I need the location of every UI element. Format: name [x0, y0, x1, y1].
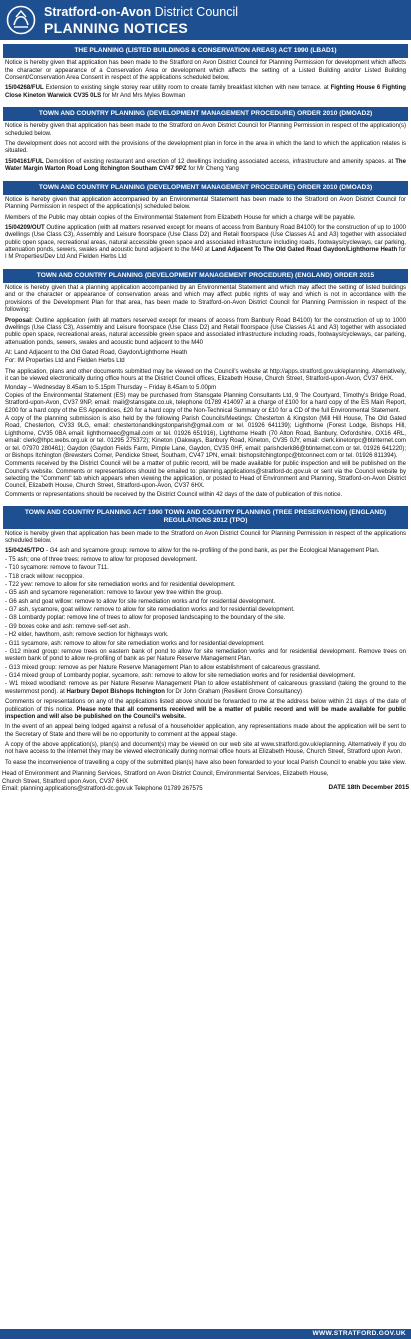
notice-paragraph — [5, 557, 406, 564]
notice-paragraph — [5, 681, 406, 696]
page-title: PLANNING NOTICES — [44, 20, 189, 36]
paragraph-text: The application, plans and other documents submitted may be viewed on the Council's website at http://apps.stratford.gov.uk/eplanning. Alternatively, it can be viewed electronically during office hours at the District Council offices, Elizabeth House, Church Street, Stratford-upon-Avon, CV37 6HX. — [5, 368, 406, 383]
notice-paragraph — [5, 624, 406, 631]
section-heading: TOWN AND COUNTRY PLANNING ACT 1990 TOWN AND COUNTRY PLANNING (TREE PRESERVATION) (ENGLAND) REGULATIONS 2012 (TPO) — [3, 506, 408, 528]
paragraph-text: - G13 mixed group: remove as per Nature Reserve Management Plan to allow establishment of calcareous grassland. — [5, 664, 321, 671]
paragraph-text: At: Land Adjacent to the Old Gated Road, Gaydon/Lighthorne Heath — [5, 350, 188, 357]
paragraph-text: - T22 yew: remove to allow for site remediation works and for residential development. — [5, 581, 236, 588]
notice-paragraph — [5, 285, 406, 315]
paragraph-text: - G12 mixed group: remove trees on eastern bank of pond to allow for site remediation works and for residential development. Remove trees on western bank of pond to allow re-profiling of bank as per Nature Reserve Management Plan. — [5, 648, 406, 663]
site-address: Fighting House 6 Fighting Close Kineton Warwick CV35 0LS — [5, 85, 406, 99]
notice-paragraph — [5, 699, 406, 721]
notice-paragraph — [5, 649, 406, 664]
notice-paragraph — [5, 416, 406, 460]
paragraph-text: Copies of the Environmental Statement (ES) may be purchased from Stansgate Planning Consultants Ltd, 9 The Courtyard, Timothy's Bridge Road, Stratford-upon-Avon, CV37 9NP, email: mail@stansgate.co.uk, telephone 01789 414097 at a charge of £100 for a hard copy of the ES Main Report, £200 for a hard copy of the ES Appendices, £20 for a hard copy of the Non-Technical Summary or £10 for a CD of the full Environmental Statement. — [5, 392, 406, 414]
site-address: Please note that all comments received will be a matter of public record and will be made available for public inspection and will also be published on the Council's website. — [5, 706, 406, 720]
notice-paragraph — [5, 358, 406, 365]
paragraph-text: - G7 ash, sycamore, goat willow: remove to allow for site remediation works and for residential development. — [5, 607, 295, 614]
notice-paragraph — [5, 590, 406, 597]
paragraph-text: Notice is hereby given that application has been made to the Stratford on Avon District Council for Planning Permission in respect of the application(s) scheduled below. — [5, 123, 406, 137]
notice-paragraph — [5, 548, 406, 555]
application-reference: 15/04209/OUT — [5, 224, 45, 231]
notice-paragraph — [5, 599, 406, 606]
council-name — [44, 5, 238, 19]
paragraph-text: - T18 crack willow: recoppice. — [5, 573, 85, 580]
masthead — [0, 0, 411, 40]
paragraph-text: Notice is hereby given that a planning application accompanied by an Environmental Statement and which may affect the setting of listed buildings and or the character or appearance of conservation areas and which may affect public rights of way and which is not in accordance with the provisions of the Development Plan for that area, has been made to Stratford-on-Avon District Council for Planning Permission in respect of the following: — [5, 285, 406, 314]
website-link[interactable]: WWW.STRATFORD.GOV.UK — [312, 1330, 406, 1337]
paragraph-text: - G4 ash and sycamore group: remove to allow for the re-profiling of the pond bank, as per the Ecological Management Plan. — [44, 548, 380, 555]
notice-paragraph — [5, 225, 406, 262]
notice-paragraph — [5, 641, 406, 648]
paragraph-text: - T5 ash; one of three trees: remove to allow for proposed development. — [5, 556, 198, 563]
paragraph-text: For: IM Properties Ltd and Fielden Herbs Ltd — [5, 358, 125, 365]
paragraph-text: Extension to existing single storey rear utility room to create family breakfast kitchen with new terrace. at — [43, 85, 331, 92]
section-heading: THE PLANNING (LISTED BUILDINGS & CONSERVATION AREAS) ACT 1990 (LBAD1) — [3, 44, 408, 58]
paragraph-text: - G5 ash and sycamore regeneration: remove to favour yew tree within the group. — [5, 590, 223, 597]
section-body — [3, 529, 408, 772]
applicant-text: for Mr Cheng Yang — [186, 166, 239, 173]
application-reference: Proposal: — [5, 317, 33, 324]
section-heading: TOWN AND COUNTRY PLANNING (DEVELOPMENT MANAGEMENT PROCEDURE) ORDER 2010 (DMOAD2) — [3, 107, 408, 121]
paragraph-text: - G6 ash and goat willow: remove to allow for site remediation works and for residential development. — [5, 598, 276, 605]
contact-footer — [0, 771, 411, 793]
council-name-bold: Stratford-on-Avon — [44, 5, 152, 19]
applicant-text: for Dr John Graham (Resilient Grove Consultancy) — [164, 688, 303, 695]
notice-paragraph — [5, 318, 406, 348]
paragraph-text: A copy of the above application(s), plan(s) and document(s) may be viewed on our web site at www.stratford.gov.uk/eplanning. Alternatively if you do not have access to the internet they may be viewed electronically during normal office hours at Elizabeth House, Church Street, Stratford upon Avon. — [5, 742, 406, 756]
applicant-text: for Mr And Mrs Myles Bowman — [101, 92, 186, 99]
paragraph-text: Comments or representations on any of the applications listed above should be forwarded to me at the address below within 21 days of the date of publication of this notice. — [5, 699, 406, 713]
section-body — [3, 58, 408, 104]
notices-list — [0, 40, 411, 771]
paragraph-text: - T10 sycamore: remove to favour T11. — [5, 565, 109, 572]
footer-line: Email: planning.applications@stratford-dc.gov.uk Telephone 01789 267575 — [2, 785, 203, 792]
paragraph-text: Members of the Public may obtain copies of the Environmental Statement from Elizabeth House for which a charge will be payable. — [5, 214, 356, 221]
application-reference: 15/04161/FUL — [5, 158, 44, 165]
notice-paragraph — [5, 197, 406, 212]
site-address: Land Adjacent To The Old Gated Road Gaydon/Lighthorne Heath — [211, 247, 398, 254]
application-reference: 15/04268/FUL — [5, 85, 44, 92]
paragraph-text: Outline application (with all matters reserved except for means of access from Banbury Road B4100) for the construction of up to 1000 dwellings (Use Class C3), Assembly and Leisure floorspace (Use Class D2) and Retail floorspace (Use Classes A1 and A3) together with associated public open space, recreational areas, natural accessible green space and associated infrastructure including roads, footways/cycleways, car parking, attenuation ponds, sewers, swales and acoustic bund adjacent to the M40 at — [5, 224, 406, 254]
paragraph-text: - W1 mixed woodland: remove as per Nature Reserve Management Plan to allow establishment of calcareous grassland (taking the ground to the westernmost pond). at — [5, 681, 406, 695]
section-heading: TOWN AND COUNTRY PLANNING (DEVELOPMENT MANAGEMENT PROCEDURE) (ENGLAND) ORDER 2015 — [3, 269, 408, 283]
paragraph-text: Demolition of existing restaurant and erection of 12 dwellings including associated access, infrastructure and amenity spaces. at — [43, 158, 396, 165]
notice-paragraph — [5, 461, 406, 491]
notice-paragraph — [5, 615, 406, 622]
notice-paragraph — [5, 607, 406, 614]
notice-paragraph — [5, 574, 406, 581]
paragraph-text: - H2 elder, hawthorn, ash: remove section for highways work. — [5, 632, 169, 639]
council-crest-icon — [6, 5, 36, 35]
paragraph-text: Notice is hereby given that application has been made to the Stratford on Avon District Council for Planning Permission in respect of the applications scheduled below. — [5, 530, 406, 545]
site-address: Harbury Depot Bishops Itchington — [66, 688, 165, 695]
paragraph-text: Comments or representations should be received by the District Council within 42 days of the date of publication of this notice. — [5, 491, 343, 498]
notice-paragraph — [5, 565, 406, 572]
notice-paragraph — [5, 385, 406, 392]
notice-paragraph — [5, 724, 406, 739]
notice-paragraph — [5, 123, 406, 138]
notice-paragraph — [5, 60, 406, 82]
notice-date: DATE 18th December 2015 — [328, 784, 409, 792]
website-bar — [0, 1329, 411, 1339]
paragraph-text: - G8 Lombardy poplar: remove line of trees to allow for proposed landscaping to the boundary of the site. — [5, 615, 286, 622]
section-body — [3, 283, 408, 503]
paragraph-text: In the event of an appeal being lodged against a refusal of a householder application, any representations made about the application will be sent to the Secretary of State and there will be no opportunity to comment at the appeal stage. — [5, 724, 406, 738]
footer-line: Church Street, Stratford upon Avon, CV37 6HX — [2, 778, 128, 785]
notice-paragraph — [5, 531, 406, 546]
section-heading: TOWN AND COUNTRY PLANNING (DEVELOPMENT MANAGEMENT PROCEDURE) ORDER 2010 (DMOAD3) — [3, 181, 408, 195]
paragraph-text: Monday – Wednesday 8.45am to 5.15pm Thursday – Friday 8.45am to 5.00pm — [5, 384, 217, 391]
paragraph-text: Notice is hereby given that application accompanied by an Environmental Statement has been made to the Stratford on Avon District Council for Planning Permission in respect of the application(s) scheduled below. — [5, 196, 406, 211]
section-body — [3, 195, 408, 266]
notice-paragraph — [5, 673, 406, 680]
notice-paragraph — [5, 632, 406, 639]
notice-paragraph — [5, 742, 406, 757]
applicant-text: for I M Properties/Dev Ltd And Fielden Herbs Ltd — [5, 247, 406, 261]
notice-paragraph — [5, 582, 406, 589]
paragraph-text: - G9 boxes coke and ash: remove self-set ash. — [5, 623, 131, 630]
notice-paragraph — [5, 492, 406, 499]
site-address: The Water Margin Warton Road Long Itchington Southam CV47 9PZ — [5, 158, 406, 173]
application-reference: 15/04245/TPO — [5, 548, 45, 555]
notice-paragraph — [5, 369, 406, 384]
paragraph-text: A copy of the planning submission is also held by the following Parish Councils/Meetings: Chesterton & Kingston (Mill Hill House, The Old Gated Road, Chesterton, CV33 9LG, email: chestertonandkingstonparish@gmail.com or tel. 01926 641139); Lighthorne (Forest Lodge, Bishops Hill, Lighthorne, CV35 0BA email: lighthorneec@gmail.com or tel. 01926 651916), Lighthorne Heath (70 Alton Road, Banbury, Oxfordshire, OX16 4RL, email: clerk@lhpc.webs.org.uk or tel. 01295 275372); Kineton (Oakways, Banbury Road, Kineton, CV35 0JY, email: clerk.kinetonpc@btinternet.com or tel. 07970 280461); Gaydon (Gaydon Fields Farm, Pimple Lane, Gaydon, CV35 0HF, email: parishclerk86@btinternet.com or tel. 01926 641220); or Bishops Itchington (Brewsters Corner, Pendicke Street, Southam, CV47 1PN, email: bishopsitchingtonpc@btconnect.com or tel. 01926 811394). — [5, 416, 406, 459]
paragraph-text: Notice is hereby given that application has been made to the Stratford on Avon District Council for Planning Permission for development which affects the character or appearance of a Conservation Area or development which affects the setting of a Listed Building and/or Listed Building Consent/Conservation Area Consent in respect of the applications scheduled below. — [5, 60, 406, 81]
notice-paragraph — [5, 350, 406, 357]
notice-paragraph — [5, 393, 406, 415]
notice-paragraph — [5, 760, 406, 767]
notice-paragraph — [5, 159, 406, 174]
paragraph-text: Comments received by the District Council will be a matter of public record, will be made available for public inspection and will be published on the Council's website. Comments or representations should be emailed to: planning.applications@stratford-dc.gov.uk or sent via the Council website by selecting the "Comment" tab which appears when viewing the application, or posted to Head of Environment and Planning, Stratford-on-Avon District Council, Elizabeth House, Church Street, Stratford-upon-Avon, CV37 6HX. — [5, 461, 406, 490]
section-body — [3, 121, 408, 177]
paragraph-text: Outline application (with all matters reserved except for means of access from Banbury Road B4100) for the construction of up to 1000 dwellings (Use Class C3), Assembly and Leisure floorspace (Use Class D2) and Retail floorspace (Use Classes A1 and A3) together with associated public open space, recreational areas, natural accessible green space and associated infrastructure including roads, footways/cycleways, car parking, attenuation ponds, sewers, swales and acoustic bund adjacent to the M40 — [5, 317, 406, 346]
paragraph-text: - G14 mixed group of Lombardy poplar, sycamore, ash: remove to allow for site remediation works and for residential development. — [5, 673, 356, 680]
council-name-rest: District Council — [151, 5, 238, 19]
notice-paragraph — [5, 665, 406, 672]
paragraph-text: The development does not accord with the provisions of the development plan in force in the area in which the land to which the application relates is situated. — [5, 141, 406, 155]
notice-paragraph — [5, 85, 406, 100]
footer-line: Head of Environment and Planning Services, Stratford on Avon District Council, Environmental Services, Elizabeth House, — [2, 771, 329, 778]
notice-paragraph — [5, 215, 406, 222]
paragraph-text: To ease the inconvenience of travelling a copy of the submitted plan(s) have also been forwarded to your local Parish Council to enable you take view. — [5, 759, 407, 766]
paragraph-text: - G11 sycamore, ash: remove to allow for site remediation works and for residential development. — [5, 640, 265, 647]
notice-paragraph — [5, 141, 406, 156]
